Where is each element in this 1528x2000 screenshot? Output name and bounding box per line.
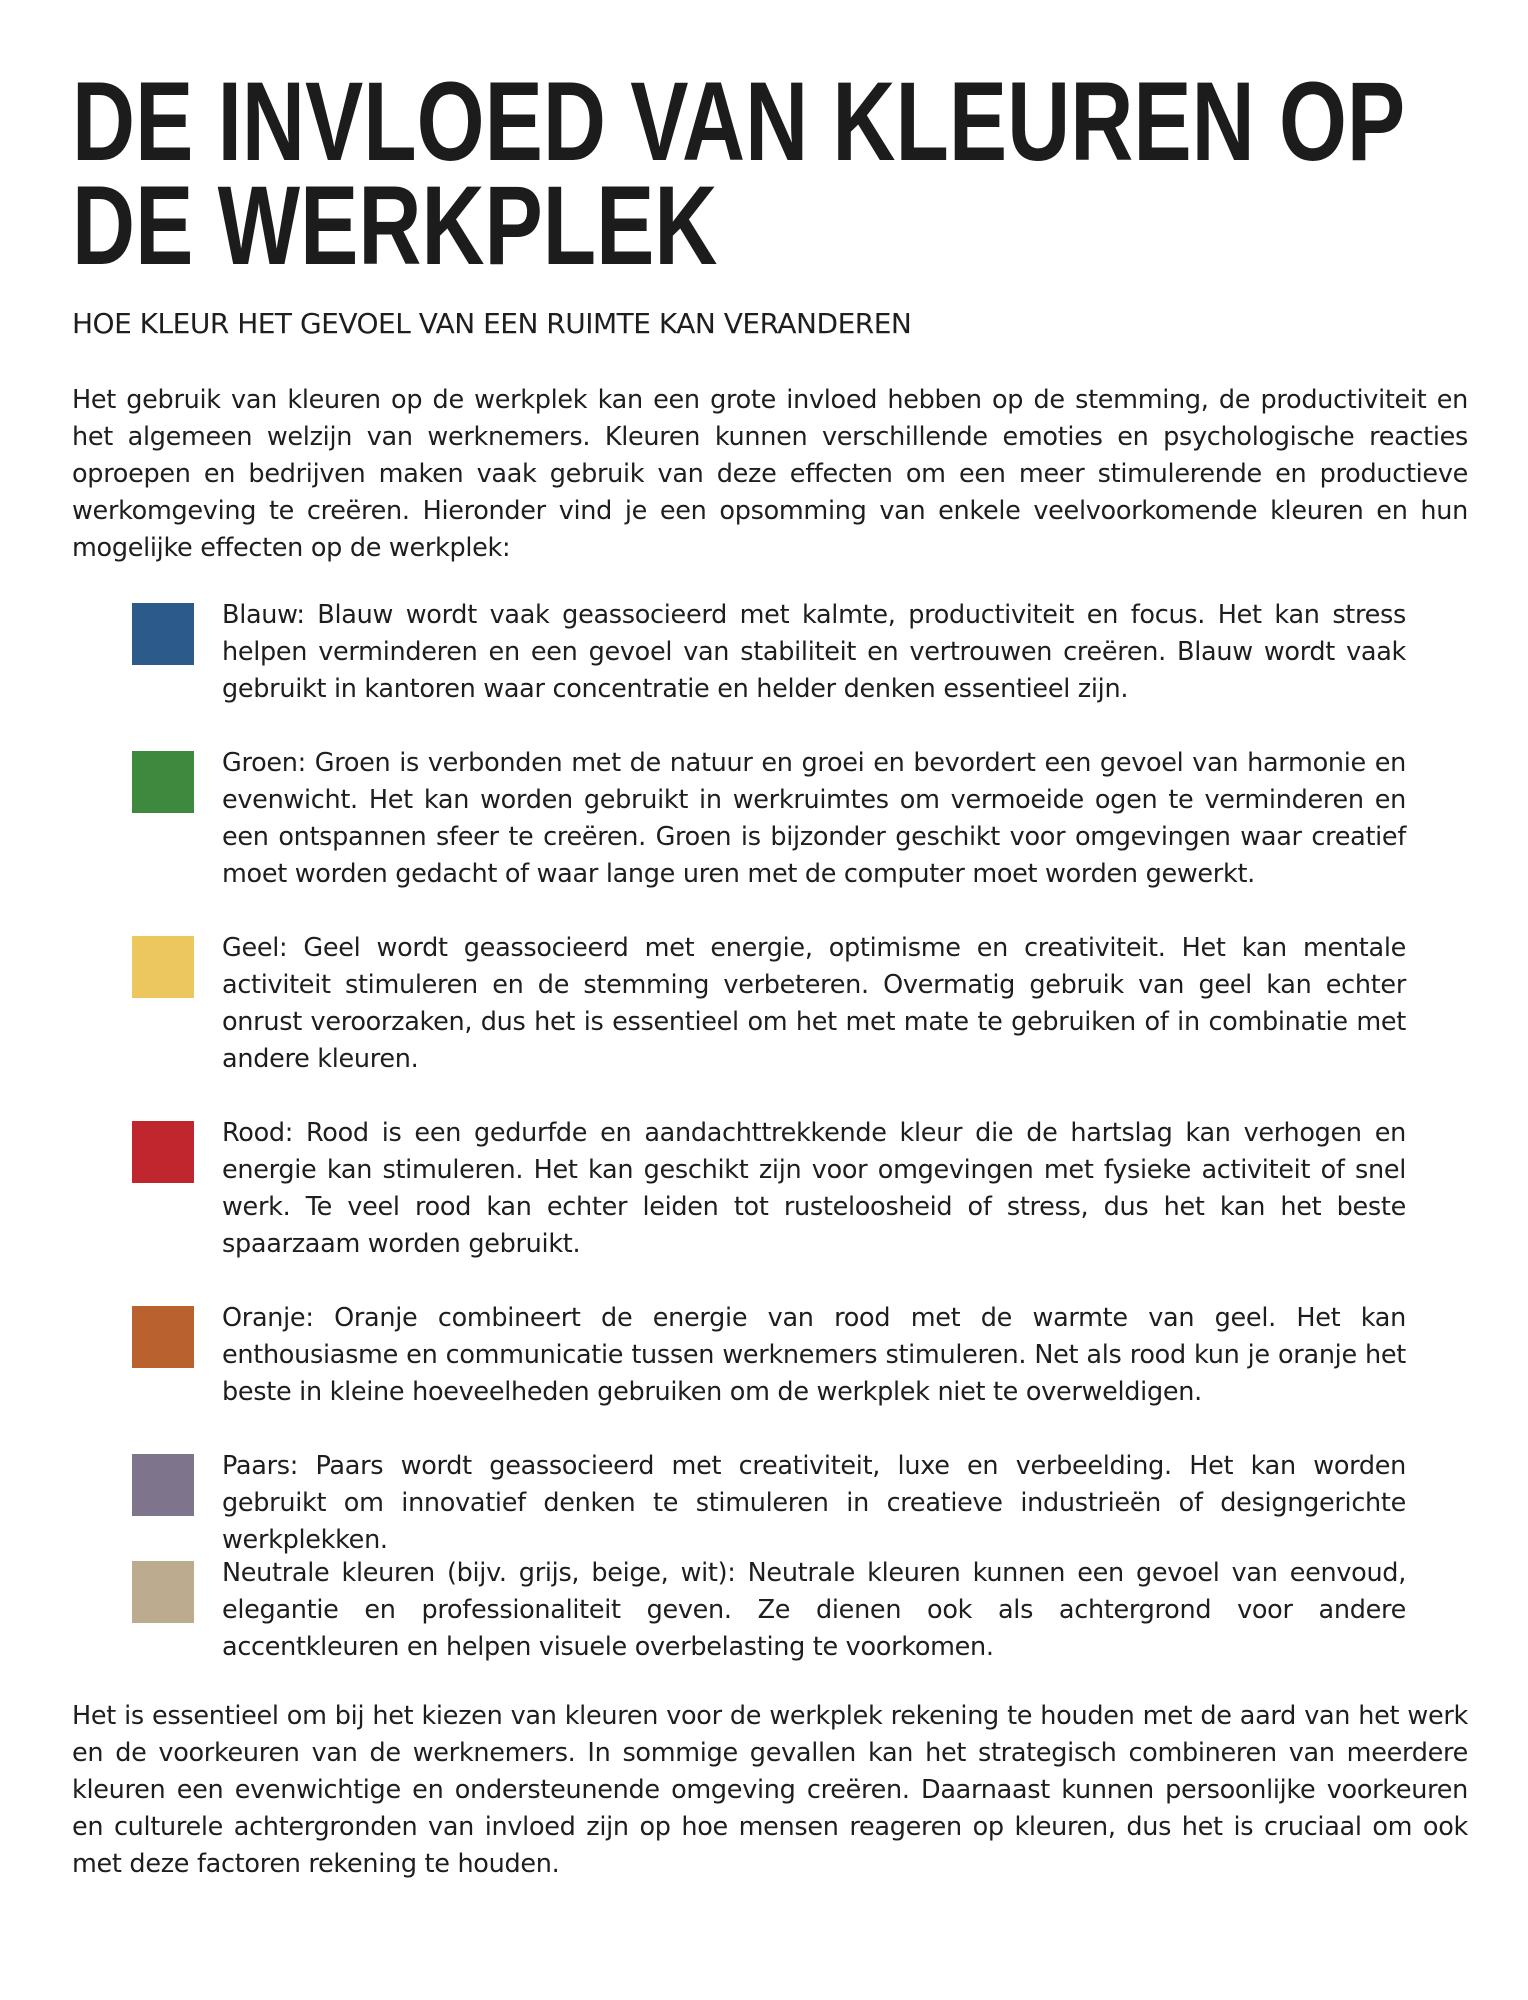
intro-paragraph: Het gebruik van kleuren op de werkplek kan een grote invloed hebben op de stemming, de productiviteit en het algemeen welzijn van werknemers. Kleuren kunnen verschillende emoties en psychologische reacties oproepen en bedrijven maken vaak gebruik van deze effecten om een meer stimulerende en productieve werkomgeving te creëren. Hieronder vind je een opsomming van enkele veelvoorkomende kleuren en hun mogelijke effecten op de werkplek: bbox=[72, 385, 1468, 563]
color-text-orange: Oranje: Oranje combineert de energie van rood met de warmte van geel. Het kan enthousiasme en communicatie tussen werknemers stimuleren. Net als rood kun je oranje het beste in kleine hoeveelheden gebruiken om de werkplek niet te overweldigen. bbox=[222, 1303, 1406, 1407]
color-text-blue: Blauw: Blauw wordt vaak geassocieerd met kalmte, productiviteit en focus. Het kan stress helpen verminderen en een gevoel van stabiliteit en vertrouwen creëren. Blauw wordt vaak gebruikt in kantoren waar concentratie en helder denken essentieel zijn. bbox=[222, 600, 1406, 704]
color-text-yellow: Geel: Geel wordt geassocieerd met energie, optimisme en creativiteit. Het kan mentale activiteit stimuleren en de stemming verbeteren. Overmatig gebruik van geel kan echter onrust veroorzaken, dus het is essentieel om het met mate te gebruiken of in combinatie met andere kleuren. bbox=[222, 933, 1406, 1074]
page-title: DE INVLOED VAN KLEUREN OP DE WERKPLEK bbox=[72, 59, 1404, 288]
color-text-purple: Paars: Paars wordt geassocieerd met creativiteit, luxe en verbeelding. Het kan worden gebruikt om innovatief denken te stimuleren in creatieve industrieën of designgerichte werkplekken. bbox=[222, 1451, 1406, 1555]
neutral-swatch bbox=[132, 1561, 194, 1623]
green-swatch bbox=[132, 751, 194, 813]
page-subtitle: HOE KLEUR HET GEVOEL VAN EEN RUIMTE KAN VERANDEREN bbox=[72, 307, 912, 340]
color-text-green: Groen: Groen is verbonden met de natuur en groei en bevordert een gevoel van harmonie en evenwicht. Het kan worden gebruikt in werkruimtes om vermoeide ogen te verminderen en een ontspannen sfeer te creëren. Groen is bijzonder geschikt voor omgevingen waar creatief moet worden gedacht of waar lange uren met de computer moet worden gewerkt. bbox=[222, 748, 1406, 889]
yellow-swatch bbox=[132, 936, 194, 998]
outro-paragraph: Het is essentieel om bij het kiezen van kleuren voor de werkplek rekening te houden met de aard van het werk en de voorkeuren van de werknemers. In sommige gevallen kan het strategisch combineren van meerdere kleuren een evenwichtige en ondersteunende omgeving creëren. Daarnaast kunnen persoonlijke voorkeuren en culturele achtergronden van invloed zijn op hoe mensen reageren op kleuren, dus het is cruciaal om ook met deze factoren rekening te houden. bbox=[72, 1701, 1468, 1879]
color-text-red: Rood: Rood is een gedurfde en aandachttrekkende kleur die de hartslag kan verhogen en energie kan stimuleren. Het kan geschikt zijn voor omgevingen met fysieke activiteit of snel werk. Te veel rood kan echter leiden tot rusteloosheid of stress, dus het kan het beste spaarzaam worden gebruikt. bbox=[222, 1118, 1406, 1259]
orange-swatch bbox=[132, 1306, 194, 1368]
color-text-neutral: Neutrale kleuren (bijv. grijs, beige, wit): Neutrale kleuren kunnen een gevoel van eenvoud, elegantie en professionaliteit geven. Ze dienen ook als achtergrond voor andere accentkleuren en helpen visuele overbelasting te voorkomen. bbox=[222, 1558, 1406, 1662]
red-swatch bbox=[132, 1121, 194, 1183]
blue-swatch bbox=[132, 603, 194, 665]
purple-swatch bbox=[132, 1454, 194, 1516]
